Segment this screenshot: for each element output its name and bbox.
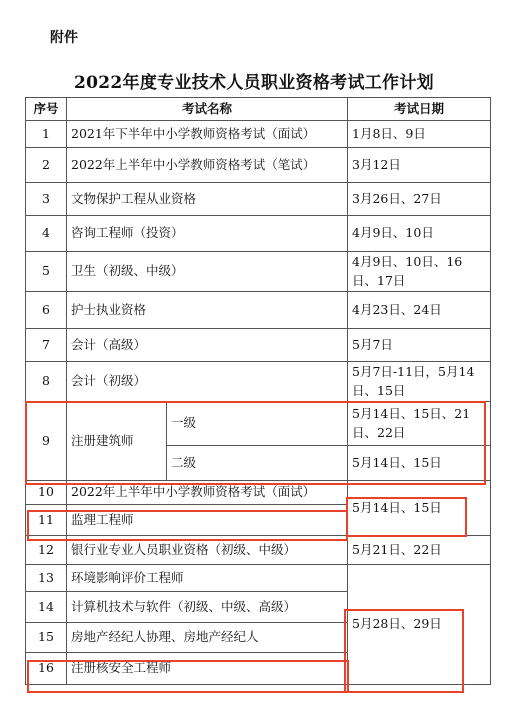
table-row bbox=[26, 536, 491, 565]
exam-schedule-table bbox=[25, 97, 491, 685]
row-date: 1月8日、9日 bbox=[348, 121, 491, 148]
header-no: 序号 bbox=[26, 98, 67, 121]
row-sublevel: 一级 bbox=[167, 402, 348, 446]
row-name: 监理工程师 bbox=[67, 505, 348, 536]
row-date: 5月7日-11日，5月14日、15日 bbox=[348, 362, 491, 402]
row-no: 11 bbox=[26, 505, 67, 536]
row-date: 3月12日 bbox=[348, 148, 491, 183]
row-no: 9 bbox=[26, 402, 67, 481]
table-row bbox=[26, 183, 491, 216]
header-name: 考试名称 bbox=[67, 98, 348, 121]
table-row bbox=[26, 362, 491, 402]
row-no: 7 bbox=[26, 329, 67, 362]
row-date: 4月9日、10日 bbox=[348, 216, 491, 252]
row-date: 5月14日、15日、21日、22日 bbox=[348, 402, 491, 446]
row-no: 14 bbox=[26, 592, 67, 623]
row-name: 注册建筑师 bbox=[67, 402, 167, 481]
table-row bbox=[26, 402, 491, 446]
table-row bbox=[26, 329, 491, 362]
row-name: 环境影响评价工程师 bbox=[67, 565, 348, 592]
row-no: 13 bbox=[26, 565, 67, 592]
row-no: 15 bbox=[26, 623, 67, 653]
row-no: 12 bbox=[26, 536, 67, 565]
row-name: 文物保护工程从业资格 bbox=[67, 183, 348, 216]
row-date: 5月21日、22日 bbox=[348, 536, 491, 565]
table-row bbox=[26, 252, 491, 292]
row-name: 护士执业资格 bbox=[67, 292, 348, 329]
row-name: 会计（初级） bbox=[67, 362, 348, 402]
row-name: 2022年上半年中小学教师资格考试（面试） bbox=[67, 481, 348, 505]
row-name: 银行业专业人员职业资格（初级、中级） bbox=[67, 536, 348, 565]
row-date-merged: 5月14日、15日 bbox=[348, 481, 491, 536]
table-row bbox=[26, 481, 491, 505]
row-date: 4月23日、24日 bbox=[348, 292, 491, 329]
row-no: 2 bbox=[26, 148, 67, 183]
row-date: 4月9日、10日、16日、17日 bbox=[348, 252, 491, 292]
row-name: 注册核安全工程师 bbox=[67, 653, 348, 685]
table-row bbox=[26, 565, 491, 592]
row-name: 计算机技术与软件（初级、中级、高级） bbox=[67, 592, 348, 623]
table-row bbox=[26, 148, 491, 183]
row-date: 5月7日 bbox=[348, 329, 491, 362]
table-row bbox=[26, 121, 491, 148]
row-date: 3月26日、27日 bbox=[348, 183, 491, 216]
row-name: 2022年上半年中小学教师资格考试（笔试） bbox=[67, 148, 348, 183]
row-sublevel: 二级 bbox=[167, 446, 348, 481]
table-header-row bbox=[26, 98, 491, 121]
row-name: 卫生（初级、中级） bbox=[67, 252, 348, 292]
row-no: 6 bbox=[26, 292, 67, 329]
header-date: 考试日期 bbox=[348, 98, 491, 121]
page-title: 2022年度专业技术人员职业资格考试工作计划 bbox=[74, 73, 434, 93]
row-no: 5 bbox=[26, 252, 67, 292]
row-no: 10 bbox=[26, 481, 67, 505]
table-row bbox=[26, 292, 491, 329]
row-date: 5月14日、15日 bbox=[348, 446, 491, 481]
row-no: 16 bbox=[26, 653, 67, 685]
row-no: 8 bbox=[26, 362, 67, 402]
row-date-merged: 5月28日、29日 bbox=[348, 565, 491, 685]
row-name: 房地产经纪人协理、房地产经纪人 bbox=[67, 623, 348, 653]
table-row bbox=[26, 216, 491, 252]
row-name: 2021年下半年中小学教师资格考试（面试） bbox=[67, 121, 348, 148]
row-name: 会计（高级） bbox=[67, 329, 348, 362]
row-no: 4 bbox=[26, 216, 67, 252]
row-name: 咨询工程师（投资） bbox=[67, 216, 348, 252]
row-no: 3 bbox=[26, 183, 67, 216]
row-no: 1 bbox=[26, 121, 67, 148]
attachment-label: 附件 bbox=[50, 30, 78, 46]
